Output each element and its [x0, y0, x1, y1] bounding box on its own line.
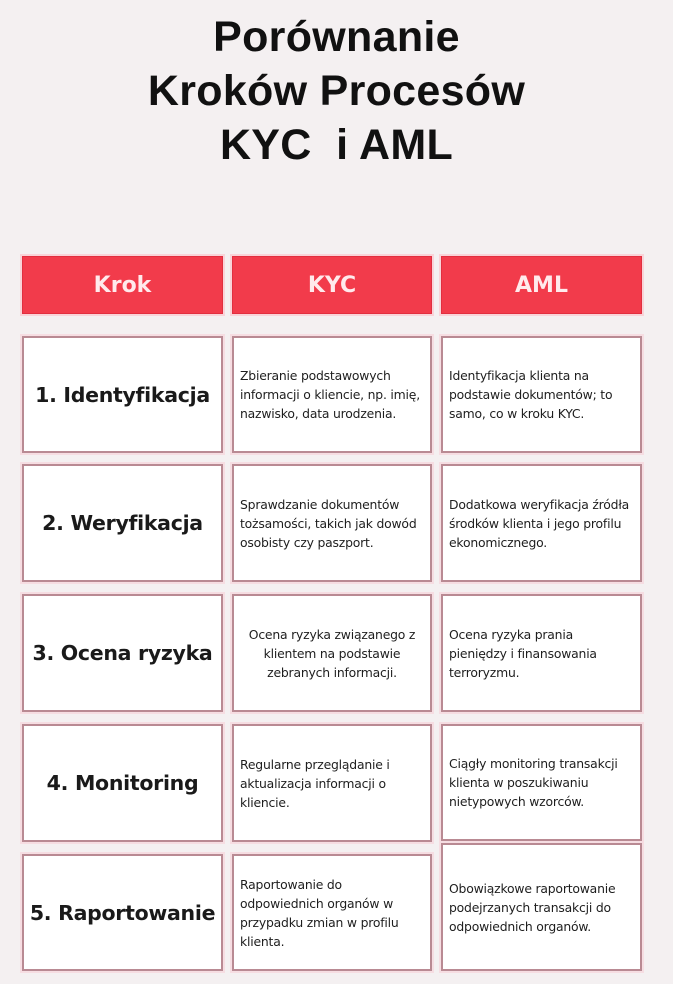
header-aml: AML [441, 256, 642, 314]
aml-monitoring: Ciągły monitoring transakcji klienta w poszukiwaniu nietypowych wzorców. [441, 724, 642, 841]
aml-raportowanie: Obowiązkowe raportowanie podejrzanych transakcji do odpowiednich organów. [441, 843, 642, 971]
kyc-identyfikacja: Zbieranie podstawowych informacji o kliencie, np. imię, nazwisko, data urodzenia. [232, 336, 432, 453]
step-raportowanie: 5. Raportowanie [22, 854, 223, 971]
kyc-weryfikacja: Sprawdzanie dokumentów tożsamości, takich jak dowód osobisty czy paszport. [232, 464, 432, 582]
header-krok: Krok [22, 256, 223, 314]
page-title [0, 10, 673, 172]
aml-identyfikacja: Identyfikacja klienta na podstawie dokumentów; to samo, co w kroku KYC. [441, 336, 642, 453]
kyc-monitoring: Regularne przeglądanie i aktualizacja informacji o kliencie. [232, 724, 432, 842]
aml-weryfikacja: Dodatkowa weryfikacja źródła środków klienta i jego profilu ekonomicznego. [441, 464, 642, 582]
step-monitoring: 4. Monitoring [22, 724, 223, 842]
kyc-ocena-ryzyka: Ocena ryzyka związanego z klientem na podstawie zebranych informacji. [232, 594, 432, 712]
title-line-1: Porównanie [213, 13, 460, 61]
title-line-2: Kroków Procesów [147, 67, 526, 115]
step-weryfikacja: 2. Weryfikacja [22, 464, 223, 582]
aml-ocena-ryzyka: Ocena ryzyka prania pieniędzy i finansowania terroryzmu. [441, 594, 642, 712]
step-identyfikacja: 1. Identyfikacja [22, 336, 223, 453]
title-line-3: KYC i AML [219, 121, 454, 169]
kyc-raportowanie: Raportowanie do odpowiednich organów w przypadku zmian w profilu klienta. [232, 854, 432, 971]
header-kyc: KYC [232, 256, 432, 314]
step-ocena-ryzyka: 3. Ocena ryzyka [22, 594, 223, 712]
